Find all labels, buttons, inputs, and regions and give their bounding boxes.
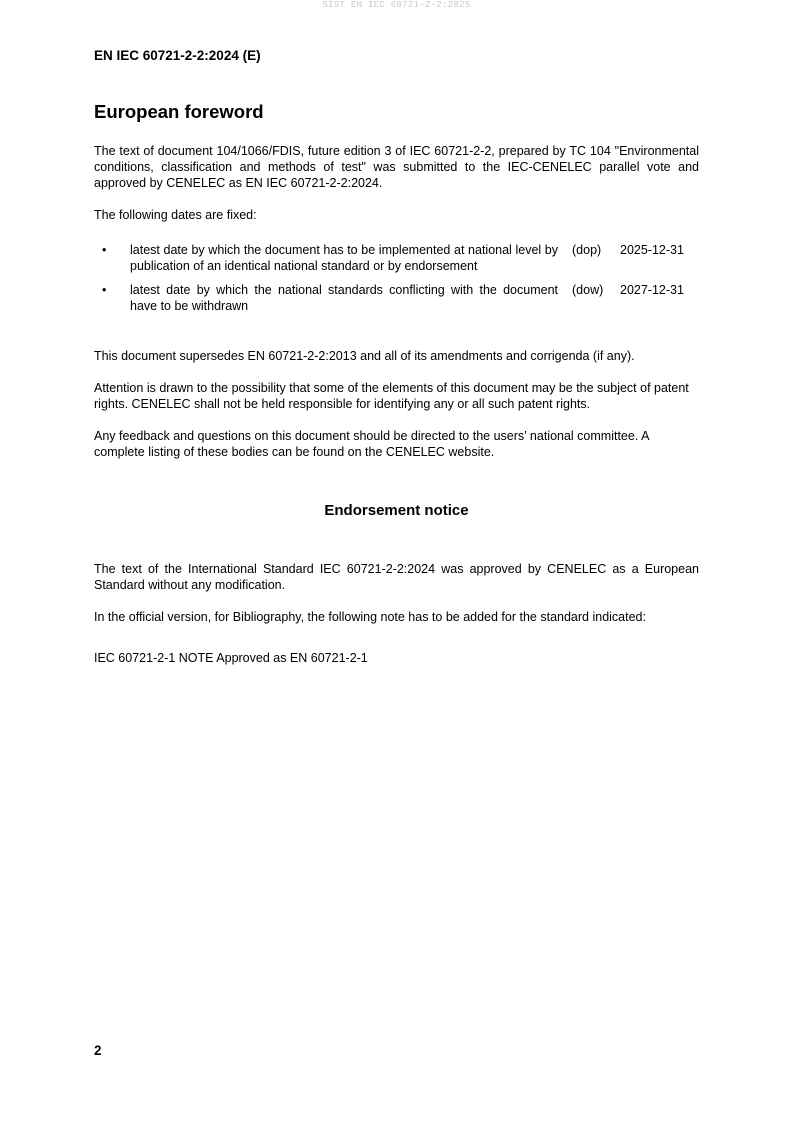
foreword-intro-paragraph: The text of document 104/1066/FDIS, future edition 3 of IEC 60721-2-2, prepared by TC 104 "Environmental conditions, classification and methods of test" was submitted to the IEC-CENELEC parallel vote and approved by CENELEC as EN IEC 60721-2-2:2024.: [94, 144, 699, 190]
page-number: 2: [94, 1043, 102, 1058]
dates-intro-paragraph: The following dates are fixed:: [94, 208, 257, 222]
bullet-icon: •: [102, 243, 107, 257]
date-code: (dop): [572, 243, 602, 257]
fixed-dates-list: [94, 242, 699, 322]
date-description: latest date by which the national standards conflicting with the document have to be withdrawn: [130, 283, 558, 313]
date-value: 2027-12-31: [620, 283, 684, 297]
endorsement-paragraph: The text of the International Standard IEC 60721-2-2:2024 was approved by CENELEC as a European Standard without any modification.: [94, 562, 699, 592]
watermark: SIST EN IEC 60721-2-2:2025: [322, 0, 471, 10]
date-code: (dow): [572, 283, 604, 297]
bullet-icon: •: [102, 283, 107, 297]
date-description: latest date by which the document has to be implemented at national level by publication of an identical national standard or by endorsement: [130, 243, 558, 273]
feedback-paragraph: Any feedback and questions on this document should be directed to the users’ national committee. A complete listing of these bodies can be found on the CENELEC website.: [94, 429, 649, 459]
bibliography-note: IEC 60721-2-1 NOTE Approved as EN 60721-2-1: [94, 651, 368, 665]
patent-rights-paragraph: Attention is drawn to the possibility that some of the elements of this document may be the subject of patent rights. CENELEC shall not be held responsible for identifying any or all such patent rights.: [94, 381, 689, 411]
endorsement-title: Endorsement notice: [324, 502, 469, 519]
date-item-dop: [94, 242, 699, 282]
document-identifier: EN IEC 60721-2-2:2024 (E): [94, 48, 261, 63]
date-value: 2025-12-31: [620, 243, 684, 257]
date-item-dow: [94, 282, 699, 322]
supersedes-paragraph: This document supersedes EN 60721-2-2:2013 and all of its amendments and corrigenda (if any).: [94, 349, 635, 363]
foreword-title: European foreword: [94, 101, 264, 122]
official-version-paragraph: In the official version, for Bibliography, the following note has to be added for the standard indicated:: [94, 610, 646, 624]
